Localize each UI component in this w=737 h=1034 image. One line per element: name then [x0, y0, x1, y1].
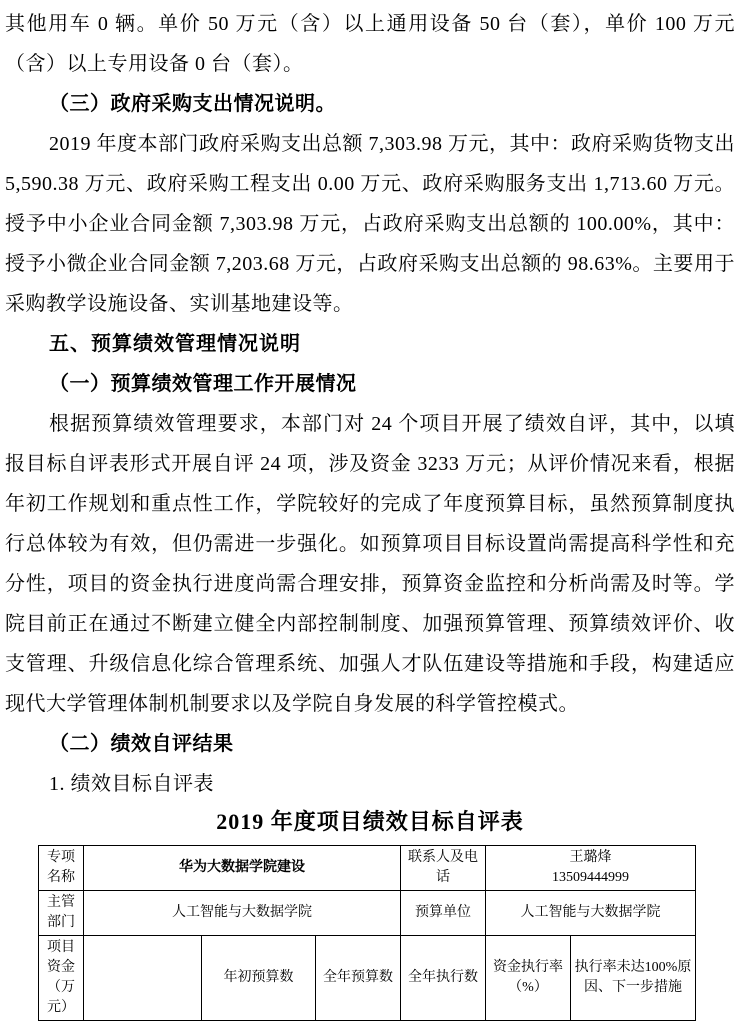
table-title: 2019 年度项目绩效目标自评表 — [216, 809, 524, 834]
cell-contact-value — [486, 846, 696, 891]
cell-annual-budget-header: 全年预算数 — [316, 936, 401, 1021]
heading-performance-work-development: （一）预算绩效管理工作开展情况 — [49, 373, 357, 395]
cell-project-funds-label: 项目资金（万元） — [39, 936, 84, 1021]
contact-phone: 13509444999 — [552, 870, 630, 885]
cell-supervisor-dept-value: 人工智能与大数据学院 — [84, 891, 401, 936]
cell-annual-execution-header: 全年执行数 — [401, 936, 486, 1021]
table-row-project-name — [39, 846, 696, 891]
cell-contact-label: 联系人及电话 — [401, 846, 486, 891]
cell-budget-unit-value: 人工智能与大数据学院 — [486, 891, 696, 936]
paragraph-performance-detail: 根据预算绩效管理要求，本部门对 24 个项目开展了绩效自评，其中，以填报目标自评表形式开展自评 24 项，涉及资金 3233 万元；从评价情况来看，根据年初工作规划和重点性工作，学院较好的完成了年度预算目标，虽然预算制度执行总体较为有效，但仍需进一步强化。如预算项目目标设置尚需提高科学性和充分性，项目的资金执行进度尚需合理安排，预算资金监控和分析尚需及时等。学院目前正在通过不断建立健全内部控制制度、加强预算管理、预算绩效评价、收支管理、升级信息化综合管理系统、加强人才队伍建设等措施和手段，构建适应现代大学管理体制机制要求以及学院自身发展的科学管控模式。 — [5, 413, 735, 715]
heading-self-evaluation-results: （二）绩效自评结果 — [49, 733, 234, 755]
subheading-performance-target-table: 1. 绩效目标自评表 — [49, 773, 214, 795]
cell-execution-rate-header: 资金执行率（%） — [486, 936, 571, 1021]
heading-budget-performance-management: 五、预算绩效管理情况说明 — [49, 333, 301, 355]
table-row-departments — [39, 891, 696, 936]
paragraph-procurement-detail: 2019 年度本部门政府采购支出总额 7,303.98 万元，其中：政府采购货物支出 5,590.38 万元、政府采购工程支出 0.00 万元、政府采购服务支出 1,713.60 万元。授予中小企业合同金额 7,303.98 万元，占政府采购支出总额的 100.00%，其中：授予小微企业合同金额 7,203.68 万元，占政府采购支出总额的 98.63%。主要用于采购教学设施设备、实训基地建设等。 — [5, 133, 735, 315]
cell-project-name-value: 华为大数据学院建设 — [84, 846, 401, 891]
cell-initial-budget-header: 年初预算数 — [202, 936, 316, 1021]
paragraph-other-vehicles: 其他用车 0 辆。单价 50 万元（含）以上通用设备 50 台（套），单价 100 万元（含）以上专用设备 0 台（套）。 — [5, 13, 735, 75]
cell-execution-rate-reason-header: 执行率未达100%原因、下一步措施 — [571, 936, 696, 1021]
heading-procurement-explanation: （三）政府采购支出情况说明。 — [49, 93, 336, 115]
cell-project-name-label: 专项名称 — [39, 846, 84, 891]
cell-empty — [84, 936, 202, 1021]
cell-supervisor-dept-label: 主管部门 — [39, 891, 84, 936]
cell-budget-unit-label: 预算单位 — [401, 891, 486, 936]
table-row-project-funds-header — [39, 936, 696, 1021]
contact-name: 王璐烽 — [569, 850, 612, 865]
performance-self-evaluation-table — [38, 845, 696, 1021]
